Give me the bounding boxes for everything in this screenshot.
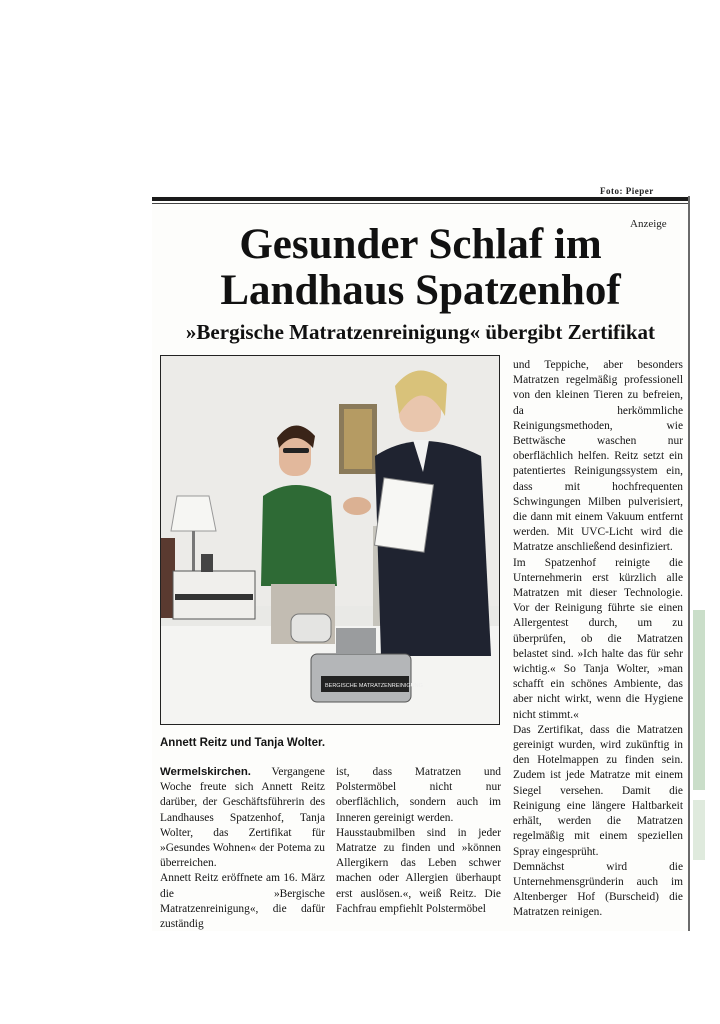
article-column-2 [336,765,501,917]
top-rule [152,197,689,201]
article-column-3 [513,358,683,921]
headline-line-2: Landhaus Spatzenhof [220,267,621,314]
certificate [375,478,434,552]
device-label: BERGISCHE MATRATZENREINIGUNG [325,683,423,689]
top-rule-thin [152,203,689,204]
column-1-paragraph-2: Annett Reitz eröffnete am 16. März die »Bergische Matratzenreinigung«, die dafür zuständig [160,872,325,931]
column-3-paragraph-3: Das Zertifikat, dass die Matratzen gereinigt wurden, wird zukünftig in den Hotelmappen zu finden sein. Zudem ist jede Matratze mit einem Siegel versehen. Damit die Reinigung eine längere Haltbarkeit erhält, werden die Matratzen regelmäßig mit einem speziellen Spray eingesprüht. [513,723,683,858]
phone-icon [201,554,213,572]
article-photo [160,355,500,725]
column-2-paragraph-1: ist, dass Matratzen und Polstermöbel nicht nur oberflächlich, sondern auch im Inneren gereinigt werden. [336,766,501,824]
column-1-paragraph-1 [160,765,325,871]
column-3-paragraph-1: und Teppiche, aber besonders Matratzen regelmäßig professionell von den kleinen Tieren zu befreien, da herkömmliche Reinigungsmethoden, wie Bettwäsche waschen nur oberflächlich helfen. Reitz setzt ein patentiertes Reinigungssystem ein, dass mit hochfrequenten Schwingungen Milben pulverisiert, die dann mit einem Vakuum entfernt werden. Mit UVC-Licht wird die Matratze anschließend desinfiziert. [513,359,683,554]
column-2-paragraph-2: Hausstaubmilben sind in jeder Matratze zu finden und »können Allergikern das Leben schwer machen oder Allergien überhaupt erst auslösen.«, weiß Reitz. Die Fachfrau empfiehlt Polstermöbel [336,826,501,915]
headline [152,222,689,314]
photo-illustration [161,356,499,724]
photo-credit: Foto: Pieper [600,186,654,196]
photo-caption: Annett Reitz und Tanja Wolter. [160,737,326,749]
column-3-paragraph-2: Im Spatzenhof reinigte die Unternehmerin erst kürzlich alle Matratzen mit dieser Technologie. Vor der Reinigung führte sie einen Allergentest durch, um zu überprüfen, ob die Matratzen belastet sind. »Ich halte das für sehr wichtig.« So Tanja Wolter, »man schafft ein schönes Ambiente, das aber nicht wirkt, wenn die Hygiene nicht stimmt.« [513,556,683,721]
adjacent-page-strip [693,610,705,790]
ad-label: Anzeige [630,218,667,230]
dateline: Wermelskirchen. [160,766,251,778]
column-1-text-1: Vergangene Woche freute sich Annett Reitz darüber, der Geschäftsführerin des Landhauses Spatzenhof, Tanja Wolter, das Zertifikat für »Gesundes Wohnen« der Potema zu überreichen. [160,766,325,870]
column-3-paragraph-4: Demnächst wird die Unternehmensgründerin auch im Altenberger Hof (Burscheid) die Matratzen reinigen. [513,860,683,919]
headline-line-1: Gesunder Schlaf im [239,221,602,268]
adjacent-page-strip-lower [693,800,705,860]
subheadline: »Bergische Matratzenreinigung« übergibt Zertifikat [185,320,656,344]
article-column-1 [160,765,325,932]
